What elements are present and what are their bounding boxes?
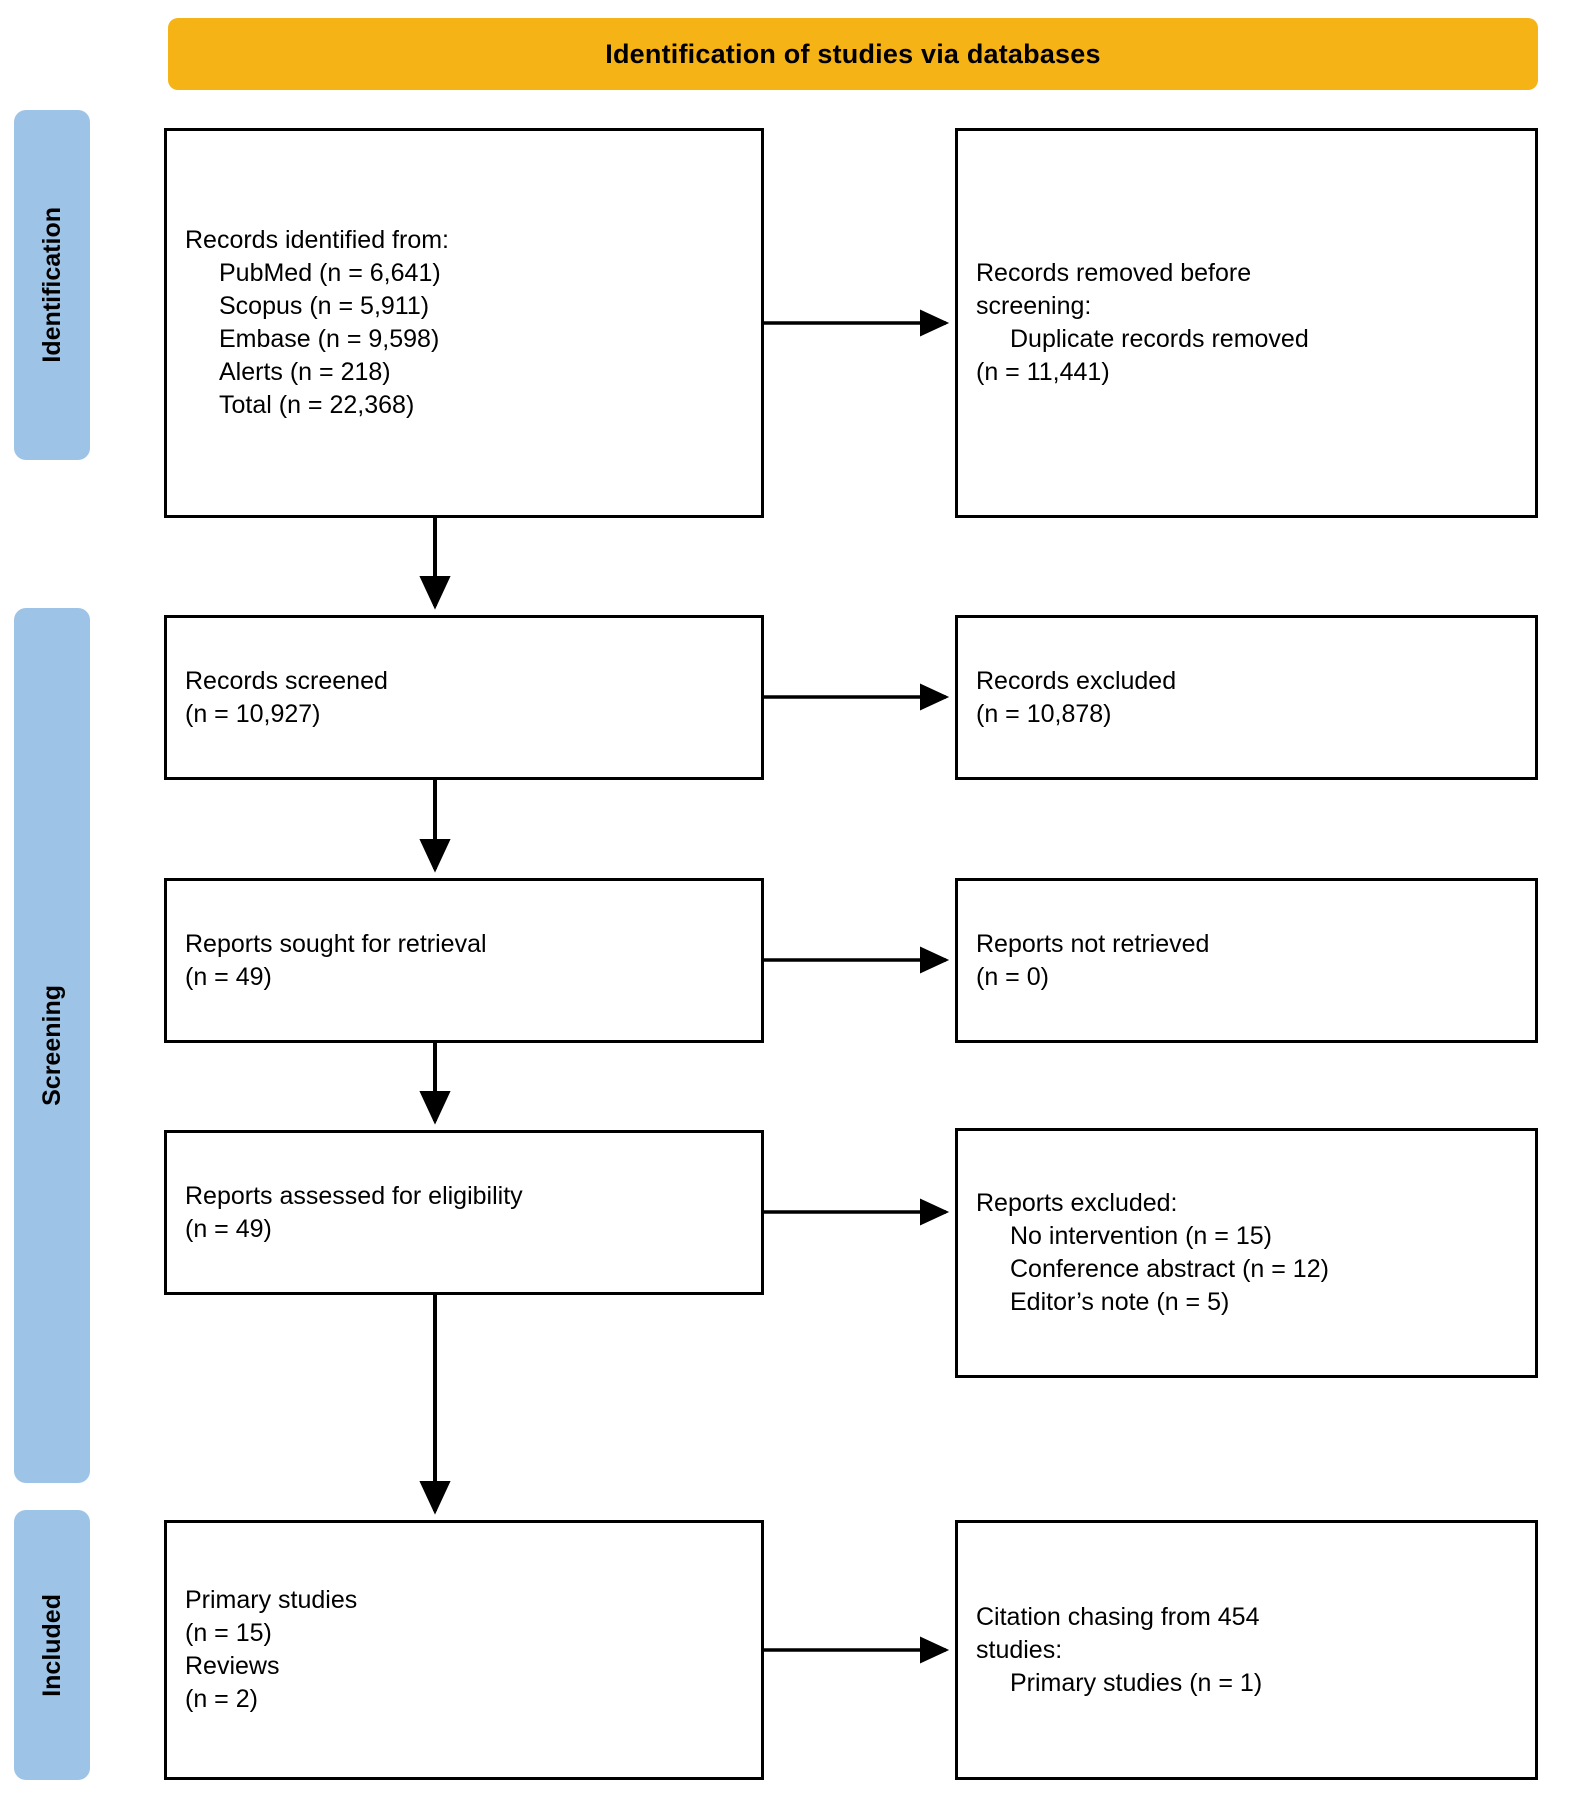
box-line: Alerts (n = 218)	[219, 358, 391, 386]
box-line: Reviews	[185, 1652, 280, 1680]
box-line: Records screened	[185, 666, 388, 695]
box-line: PubMed (n = 6,641)	[219, 259, 441, 287]
box-line: Primary studies	[185, 1586, 358, 1614]
box-line: Editor’s note (n = 5)	[1010, 1288, 1230, 1316]
box-line: (n = 15)	[185, 1619, 272, 1647]
box-line: No intervention (n = 15)	[1010, 1222, 1272, 1250]
stage-label-identification	[14, 110, 90, 460]
stage-label-screening-text: Screening	[37, 985, 66, 1106]
box-line: (n = 49)	[185, 1214, 272, 1243]
reports-excluded-box	[955, 1128, 1538, 1378]
box-line: (n = 11,441)	[976, 358, 1110, 386]
box-line: Scopus (n = 5,911)	[219, 292, 430, 320]
stage-label-screening	[14, 608, 90, 1483]
box-line: Citation chasing from 454	[976, 1602, 1260, 1631]
reports-sought-box	[164, 878, 764, 1043]
box-line: Reports sought for retrieval	[185, 929, 487, 958]
records-screened-box	[164, 615, 764, 780]
box-line: (n = 0)	[976, 962, 1049, 991]
records-excluded-box	[955, 615, 1538, 780]
box-line: Reports assessed for eligibility	[185, 1181, 523, 1210]
stage-label-identification-text: Identification	[37, 207, 66, 363]
box-line: Reports excluded:	[976, 1189, 1178, 1217]
box-line: Total (n = 22,368)	[219, 391, 415, 419]
stage-label-included-text: Included	[37, 1593, 66, 1697]
records-identified-box	[164, 128, 764, 518]
reports-not-retrieved-box	[955, 878, 1538, 1043]
box-line: Primary studies (n = 1)	[1010, 1668, 1263, 1697]
box-line: Records excluded	[976, 666, 1177, 695]
box-line: Records identified from:	[185, 226, 450, 254]
box-line: (n = 10,927)	[185, 699, 321, 728]
box-line: studies:	[976, 1635, 1063, 1664]
box-line: (n = 2)	[185, 1685, 258, 1713]
box-line: Reports not retrieved	[976, 929, 1210, 958]
reports-assessed-box	[164, 1130, 764, 1295]
box-line: Records removed before	[976, 259, 1252, 287]
diagram-title: Identification of studies via databases	[605, 38, 1101, 69]
box-line: Duplicate records removed	[1010, 325, 1309, 353]
box-line: Embase (n = 9,598)	[219, 325, 440, 353]
box-line: screening:	[976, 292, 1092, 320]
records-removed-box	[955, 128, 1538, 518]
box-line: Conference abstract (n = 12)	[1010, 1255, 1329, 1283]
box-line: (n = 49)	[185, 962, 272, 991]
stage-label-included	[14, 1510, 90, 1780]
included-studies-box	[164, 1520, 764, 1780]
citation-chasing-box	[955, 1520, 1538, 1780]
box-line: (n = 10,878)	[976, 699, 1112, 728]
diagram-header-banner	[168, 18, 1538, 90]
